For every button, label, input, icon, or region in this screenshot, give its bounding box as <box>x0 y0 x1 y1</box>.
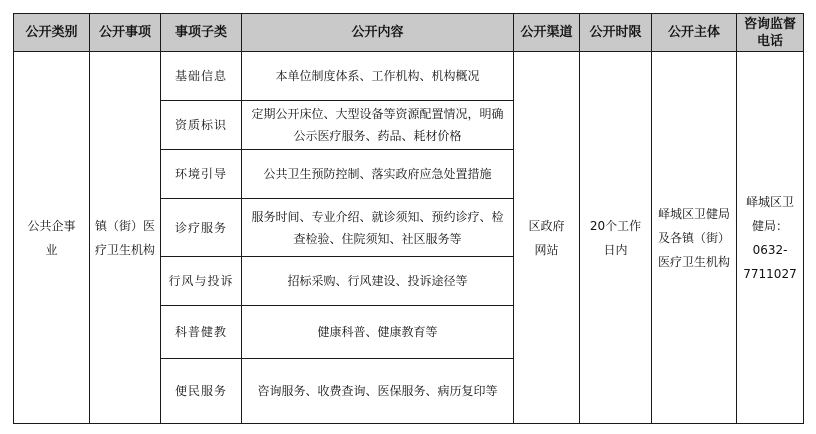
subtype-cell: 便民服务 <box>161 359 242 424</box>
subtype-cell: 资质标识 <box>161 101 242 150</box>
table-row <box>14 52 804 101</box>
content-cell: 服务时间、专业介绍、就诊须知、预约诊疗、检查检验、住院须知、社区服务等 <box>242 199 514 257</box>
header-category: 公开类别 <box>14 14 90 52</box>
content-cell: 招标采购、行风建设、投诉途径等 <box>242 257 514 306</box>
subtype-cell: 环境引导 <box>161 150 242 199</box>
header-hotline: 咨询监督电话 <box>737 14 804 52</box>
header-subject: 公开主体 <box>652 14 737 52</box>
timelimit-cell: 20个工作日内 <box>580 52 652 424</box>
header-timelimit: 公开时限 <box>580 14 652 52</box>
header-content: 公开内容 <box>242 14 514 52</box>
header-channel: 公开渠道 <box>514 14 580 52</box>
content-cell: 定期公开床位、大型设备等资源配置情况，明确公示医疗服务、药品、耗材价格 <box>242 101 514 150</box>
hotline-cell: 峄城区卫健局：0632-7711027 <box>737 52 804 424</box>
header-matter: 公开事项 <box>90 14 161 52</box>
table-header <box>14 14 804 52</box>
content-cell: 咨询服务、收费查询、医保服务、病历复印等 <box>242 359 514 424</box>
header-row <box>14 14 804 52</box>
content-cell: 公共卫生预防控制、落实政府应急处置措施 <box>242 150 514 199</box>
content-cell: 健康科普、健康教育等 <box>242 306 514 359</box>
subtype-cell: 科普健教 <box>161 306 242 359</box>
matter-cell: 镇（街）医疗卫生机构 <box>90 52 161 424</box>
content-cell: 本单位制度体系、工作机构、机构概况 <box>242 52 514 101</box>
header-subtype: 事项子类 <box>161 14 242 52</box>
table-body <box>14 52 804 424</box>
channel-cell: 区政府网站 <box>514 52 580 424</box>
subtype-cell: 基础信息 <box>161 52 242 101</box>
category-cell: 公共企事业 <box>14 52 90 424</box>
subtype-cell: 诊疗服务 <box>161 199 242 257</box>
disclosure-table <box>13 13 804 424</box>
subject-cell: 峄城区卫健局及各镇（街）医疗卫生机构 <box>652 52 737 424</box>
subtype-cell: 行风与投诉 <box>161 257 242 306</box>
